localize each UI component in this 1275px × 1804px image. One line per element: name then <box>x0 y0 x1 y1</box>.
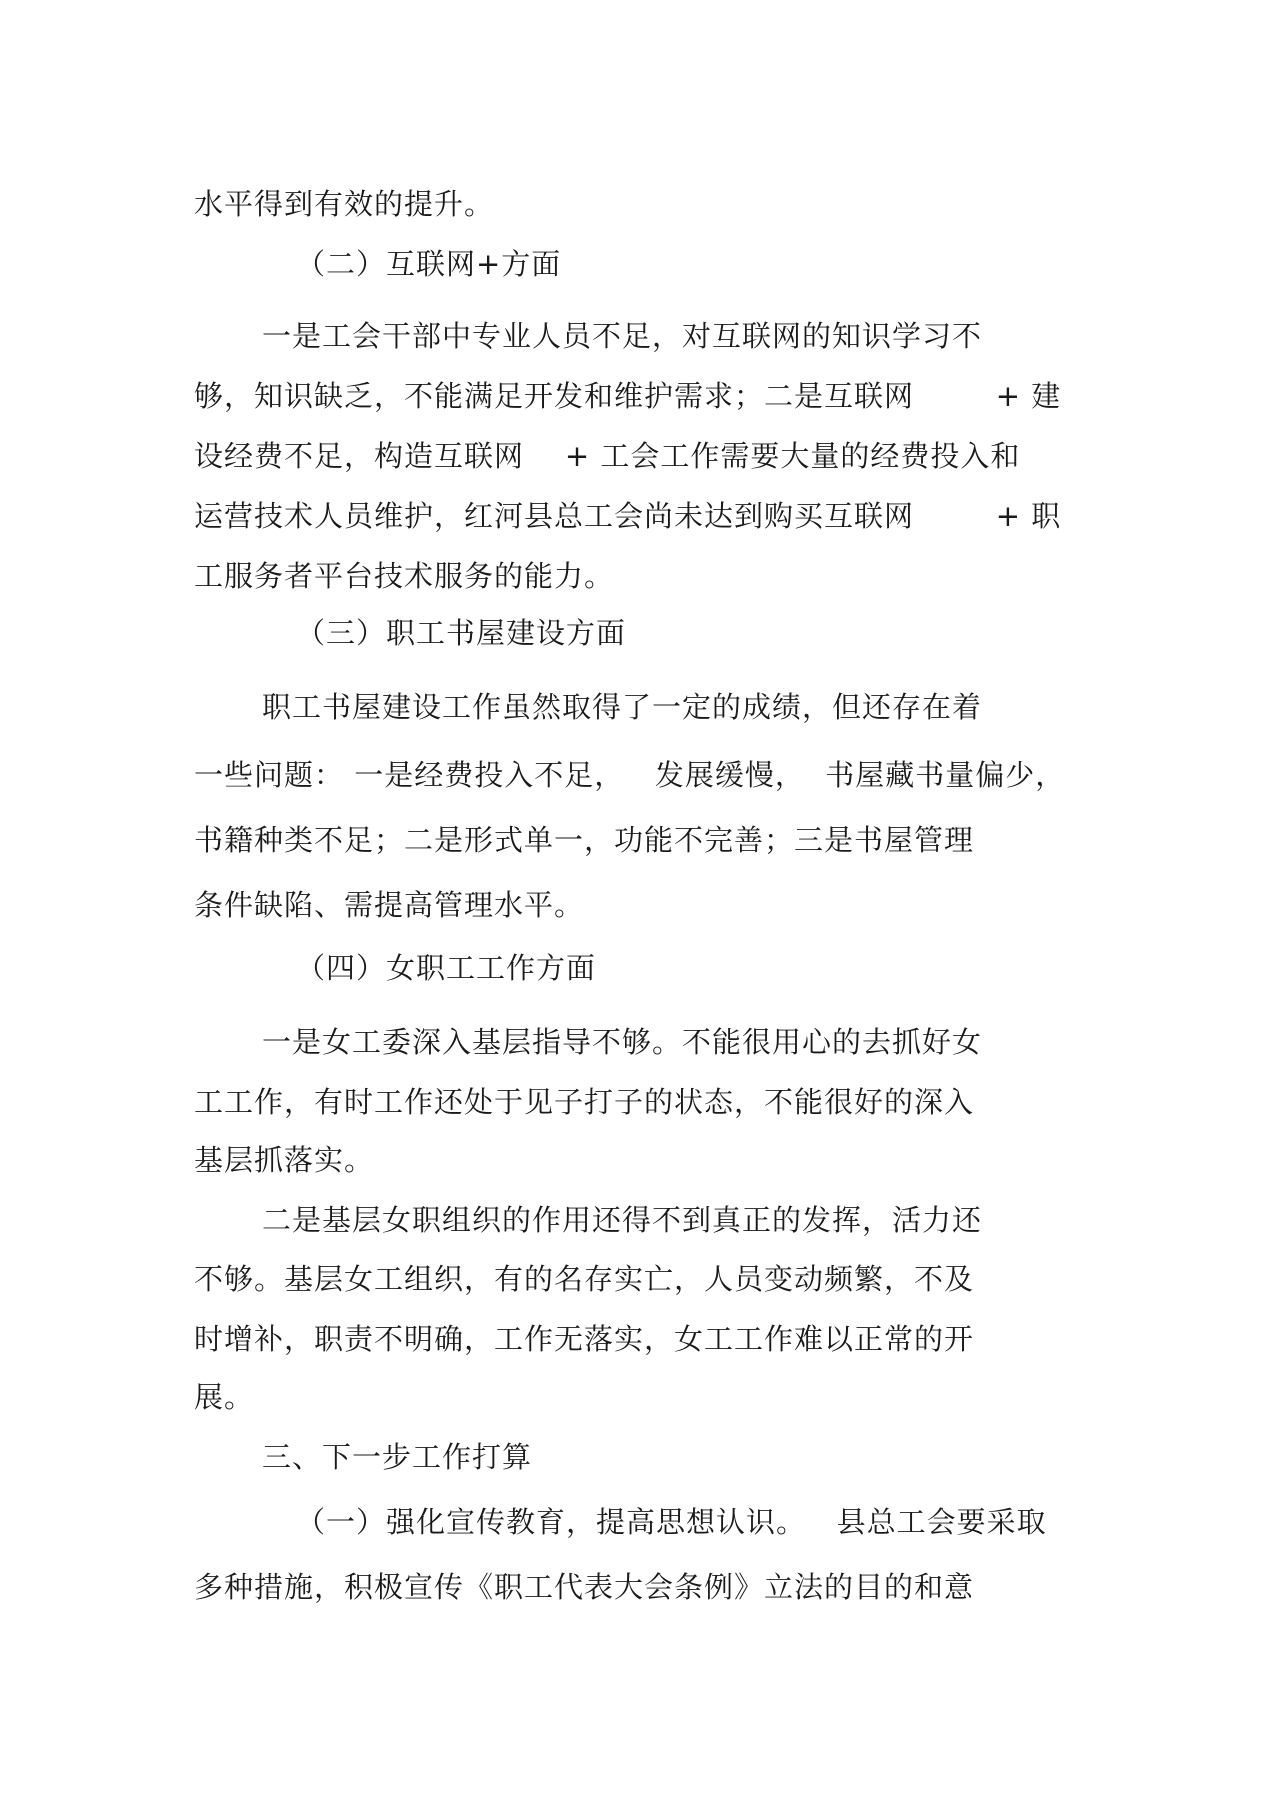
section-heading-next-steps: 三、下一步工作打算 <box>262 1440 533 1474</box>
paragraph-line: 够，知识缺乏，不能满足开发和维护需求；二是互联网 + 建 <box>194 379 1062 413</box>
paragraph-line: 水平得到有效的提升。 <box>194 187 495 221</box>
paragraph-line: 工工作，有时工作还处于见子打子的状态，不能很好的深入 <box>194 1085 975 1119</box>
paragraph-line: 运营技术人员维护，红河县总工会尚未达到购买互联网 + 职 <box>194 499 1062 533</box>
section-heading-internet-plus: （二）互联网+方面 <box>296 247 562 281</box>
paragraph-line: 基层抓落实。 <box>194 1143 375 1177</box>
section-heading-female-workers: （四）女职工工作方面 <box>296 951 597 985</box>
paragraph-line: 多种措施，积极宣传《职工代表大会条例》立法的目的和意 <box>194 1570 975 1604</box>
paragraph-line: 一是工会干部中专业人员不足，对互联网的知识学习不 <box>262 319 983 353</box>
paragraph-line: 设经费不足，构造互联网 + 工会工作需要大量的经费投入和 <box>194 439 1021 473</box>
paragraph-line: 条件缺陷、需提高管理水平。 <box>194 888 585 922</box>
paragraph-line: 职工书屋建设工作虽然取得了一定的成绩，但还存在着 <box>262 690 983 724</box>
paragraph-line: 书籍种类不足；二是形式单一，功能不完善；三是书屋管理 <box>194 823 975 857</box>
paragraph-line: 一是女工委深入基层指导不够。不能很用心的去抓好女 <box>262 1025 983 1059</box>
section-heading-reading-room: （三）职工书屋建设方面 <box>296 616 627 650</box>
paragraph-line: 工服务者平台技术服务的能力。 <box>194 559 615 593</box>
paragraph-line: （一）强化宣传教育，提高思想认识。 县总工会要采取 <box>296 1505 1047 1539</box>
paragraph-line: 二是基层女职组织的作用还得不到真正的发挥，活力还 <box>262 1203 983 1237</box>
paragraph-line: 时增补，职责不明确，工作无落实，女工工作难以正常的开 <box>194 1322 975 1356</box>
paragraph-line: 不够。基层女工组织，有的名存实亡，人员变动频繁，不及 <box>194 1262 975 1296</box>
paragraph-line: 展。 <box>194 1380 255 1414</box>
paragraph-line: 一些问题： 一是经费投入不足， 发展缓慢， 书屋藏书量偏少， <box>194 758 1066 792</box>
